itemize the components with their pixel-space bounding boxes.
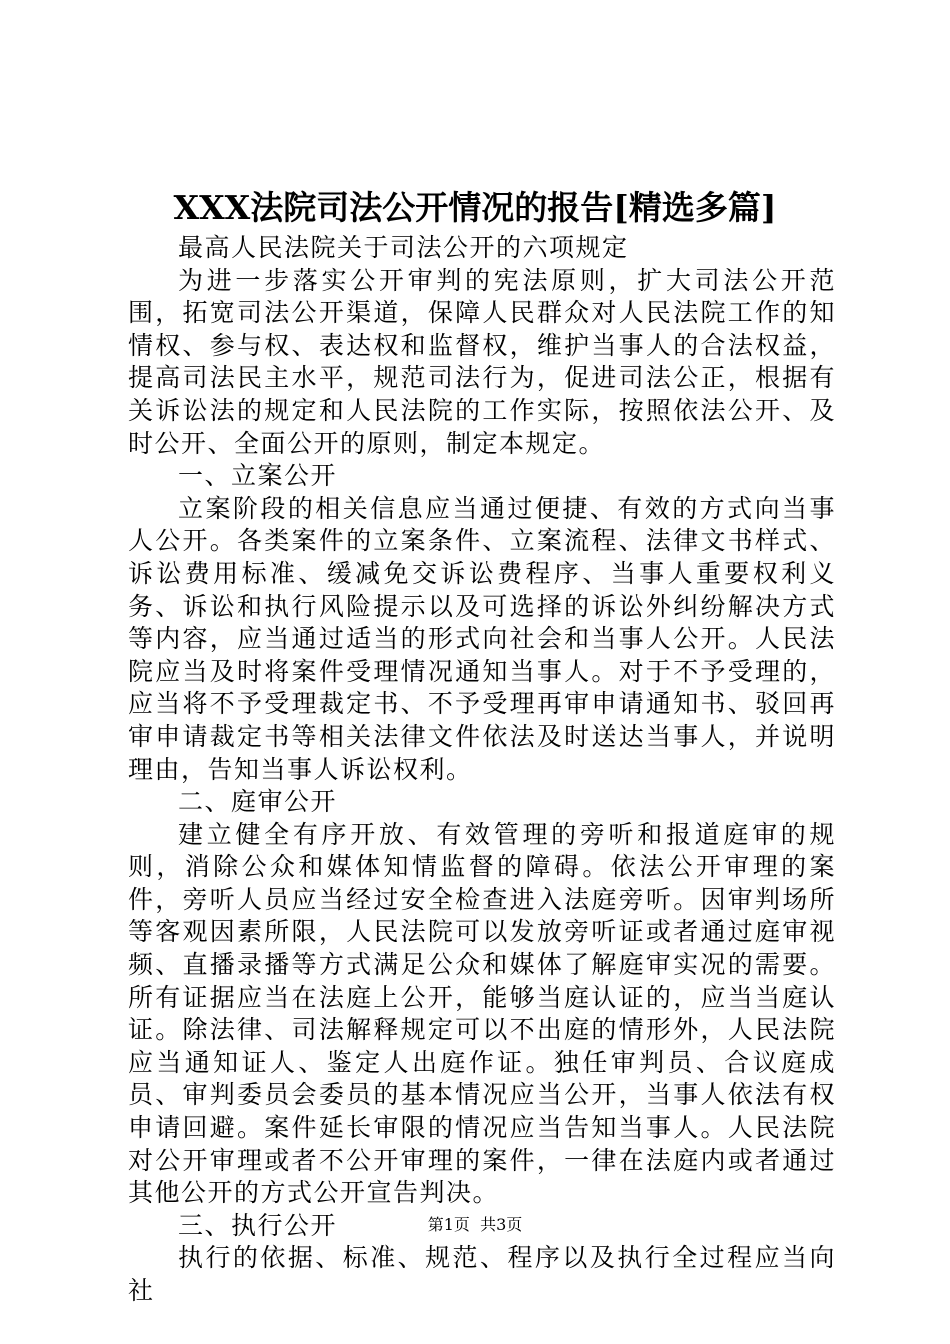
subtitle-paragraph: 最高人民法院关于司法公开的六项规定	[178, 233, 629, 262]
section-heading: 三、执行公开	[178, 1210, 338, 1240]
document-body	[128, 232, 836, 1308]
document-title: XXX法院司法公开情况的报告[精选多篇]	[173, 188, 777, 227]
body-paragraph: 执行的依据、标准、规范、程序以及执行全过程应当向社	[128, 1243, 836, 1305]
section-heading: 一、立案公开	[178, 461, 338, 491]
body-paragraph: 立案阶段的相关信息应当通过便捷、有效的方式向当事人公开。各类案件的立案条件、立案流程、法律文书样式、诉讼费用标准、缓减免交诉讼费程序、当事人重要权利义务、诉讼和执行风险提示以及可选择的诉讼外纠纷解决方式等内容，应当通过适当的形式向社会和当事人公开。人民法院应当及时将案件受理情况通知当事人。对于不予受理的，应当将不予受理裁定书、不予受理再审申请通知书、驳回再审申请裁定书等相关法律文件依法及时送达当事人，并说明理由，告知当事人诉讼权利。	[128, 493, 836, 784]
body-paragraph: 建立健全有序开放、有效管理的旁听和报道庭审的规则，消除公众和媒体知情监督的障碍。依法公开审理的案件，旁听人员应当经过安全检查进入法庭旁听。因审判场所等客观因素所限，人民法院可以发放旁听证或者通过庭审视频、直播录播等方式满足公众和媒体了解庭审实况的需要。所有证据应当在法庭上公开，能够当庭认证的，应当当庭认证。除法律、司法解释规定可以不出庭的情形外，人民法院应当通知证人、鉴定人出庭作证。独任审判员、合议庭成员、审判委员会委员的基本情况应当公开，当事人依法有权申请回避。案件延长审限的情况应当告知当事人。人民法院对公开审理或者不公开审理的案件，一律在法庭内或者通过其他公开的方式公开宣告判决。	[128, 819, 836, 1208]
body-paragraph: 为进一步落实公开审判的宪法原则，扩大司法公开范围，拓宽司法公开渠道，保障人民群众对人民法院工作的知情权、参与权、表达权和监督权，维护当事人的合法权益，提高司法民主水平，规范司法行为，促进司法公正，根据有关诉讼法的规定和人民法院的工作实际，按照依法公开、及时公开、全面公开的原则，制定本规定。	[128, 265, 836, 458]
section-heading: 二、庭审公开	[178, 787, 338, 817]
page-number-footer: 第1页 共3页	[427, 1215, 523, 1234]
